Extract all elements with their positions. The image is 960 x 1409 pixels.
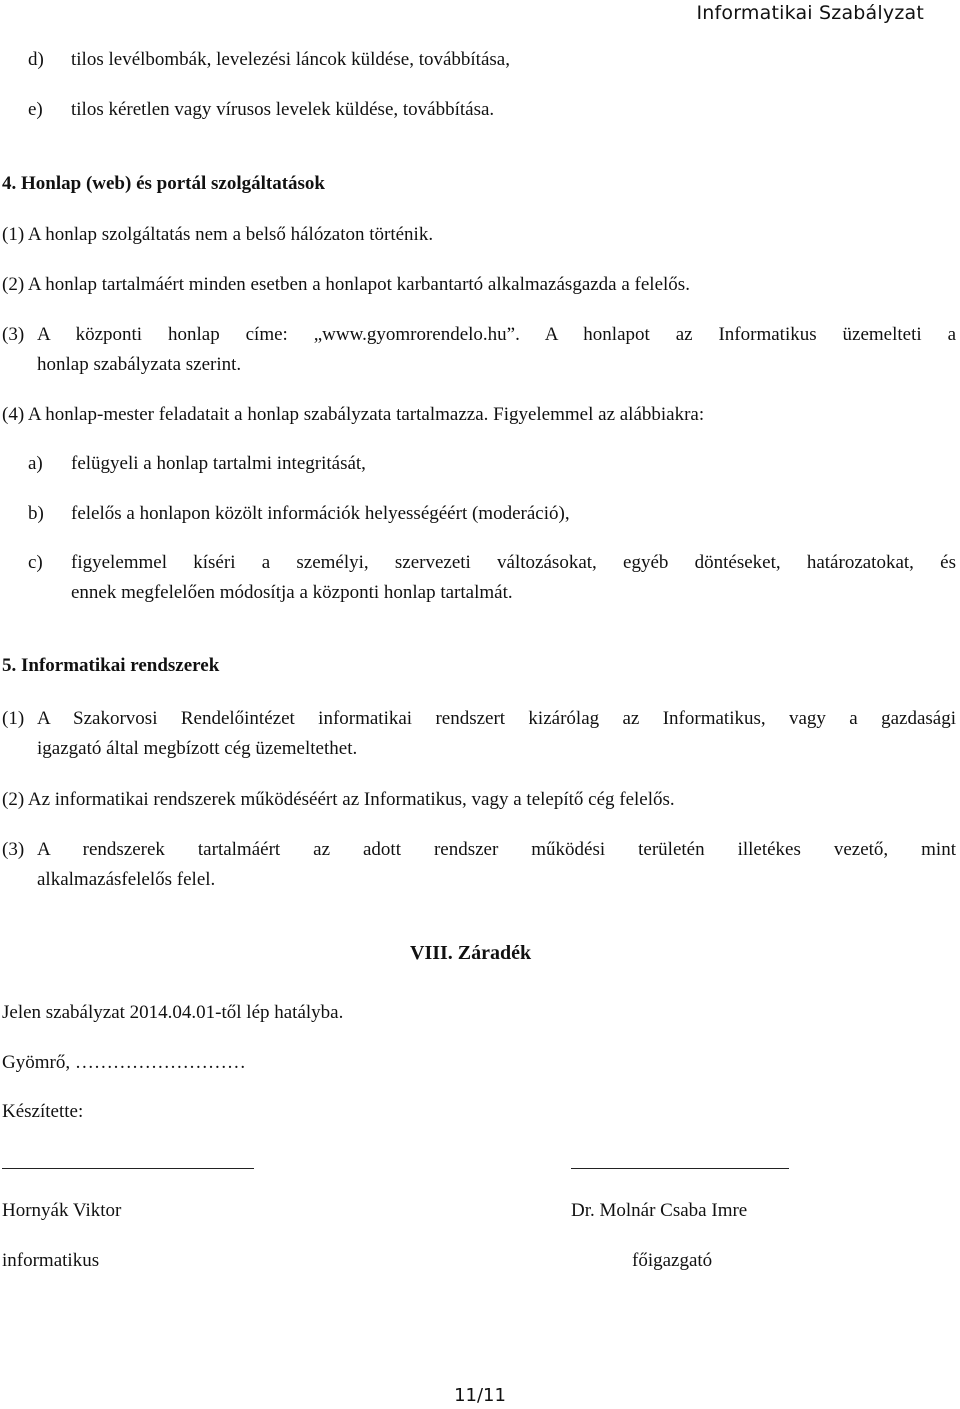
paragraph-line: A Szakorvosi Rendelőintézet informatikai rendszert kizárólag az Informatikus, vagy a gazdasági bbox=[37, 708, 956, 729]
section-4-paragraph-2: (2) A honlap tartalmáért minden esetben a honlapot karbantartó alkalmazásgazda a felelős. bbox=[2, 274, 690, 295]
list-item-text: tilos levélbombák, levelezési láncok küldése, továbbítása, bbox=[71, 49, 510, 70]
section-4-heading: 4. Honlap (web) és portál szolgáltatások bbox=[2, 173, 325, 194]
paragraph-marker: (3) bbox=[2, 839, 25, 860]
page-number: 11/11 bbox=[454, 1385, 506, 1406]
closing-heading: VIII. Záradék bbox=[410, 942, 532, 964]
place-date-line: Gyömrő, ……………………… bbox=[2, 1052, 246, 1073]
paragraph-line: igazgató által megbízott cég üzemeltethet. bbox=[37, 738, 358, 759]
list-item-marker: a) bbox=[28, 453, 43, 474]
list-item-text: figyelemmel kíséri a személyi, szervezeti változásokat, egyéb döntéseket, határozatokat, és bbox=[71, 552, 956, 573]
section-4-paragraph-4: (4) A honlap-mester feladatait a honlap szabályzata tartalmazza. Figyelemmel az alábbiakra: bbox=[2, 404, 705, 425]
effective-date-text: Jelen szabályzat 2014.04.01-től lép hatályba. bbox=[2, 1002, 344, 1023]
list-item-text: tilos kéretlen vagy vírusos levelek küldése, továbbítása. bbox=[71, 99, 495, 120]
list-item-marker: c) bbox=[28, 552, 43, 573]
list-item-marker: e) bbox=[28, 99, 43, 120]
paragraph-marker: (3) bbox=[2, 324, 25, 345]
prepared-by-label: Készítette: bbox=[2, 1101, 84, 1122]
signature-line-left bbox=[2, 1168, 254, 1169]
list-item-marker: d) bbox=[28, 49, 44, 70]
signature-line-right bbox=[571, 1168, 789, 1169]
section-5-heading: 5. Informatikai rendszerek bbox=[2, 655, 220, 676]
signer-right-name: Dr. Molnár Csaba Imre bbox=[571, 1200, 748, 1221]
paragraph-line: honlap szabályzata szerint. bbox=[37, 354, 242, 375]
document-header-title: Informatikai Szabályzat bbox=[696, 2, 924, 24]
paragraph-line: alkalmazásfelelős felel. bbox=[37, 869, 216, 890]
list-item-text: ennek megfelelően módosítja a központi honlap tartalmát. bbox=[71, 582, 513, 603]
list-item-text: felügyeli a honlap tartalmi integritását, bbox=[71, 453, 366, 474]
list-item-text: felelős a honlapon közölt információk helyességéért (moderáció), bbox=[71, 503, 570, 524]
list-item-marker: b) bbox=[28, 503, 44, 524]
paragraph-line: A központi honlap címe: „www.gyomrorendelo.hu”. A honlapot az Informatikus üzemelteti a bbox=[37, 324, 956, 345]
paragraph-marker: (1) bbox=[2, 708, 25, 729]
signer-left-role: informatikus bbox=[2, 1250, 100, 1271]
paragraph-line: A rendszerek tartalmáért az adott rendszer működési területén illetékes vezető, mint bbox=[37, 839, 956, 860]
signer-left-name: Hornyák Viktor bbox=[2, 1200, 122, 1221]
section-5-paragraph-2: (2) Az informatikai rendszerek működéséért az Informatikus, vagy a telepítő cég felelős. bbox=[2, 789, 675, 810]
section-4-paragraph-1: (1) A honlap szolgáltatás nem a belső hálózaton történik. bbox=[2, 224, 434, 245]
signer-right-role: főigazgató bbox=[632, 1250, 713, 1271]
